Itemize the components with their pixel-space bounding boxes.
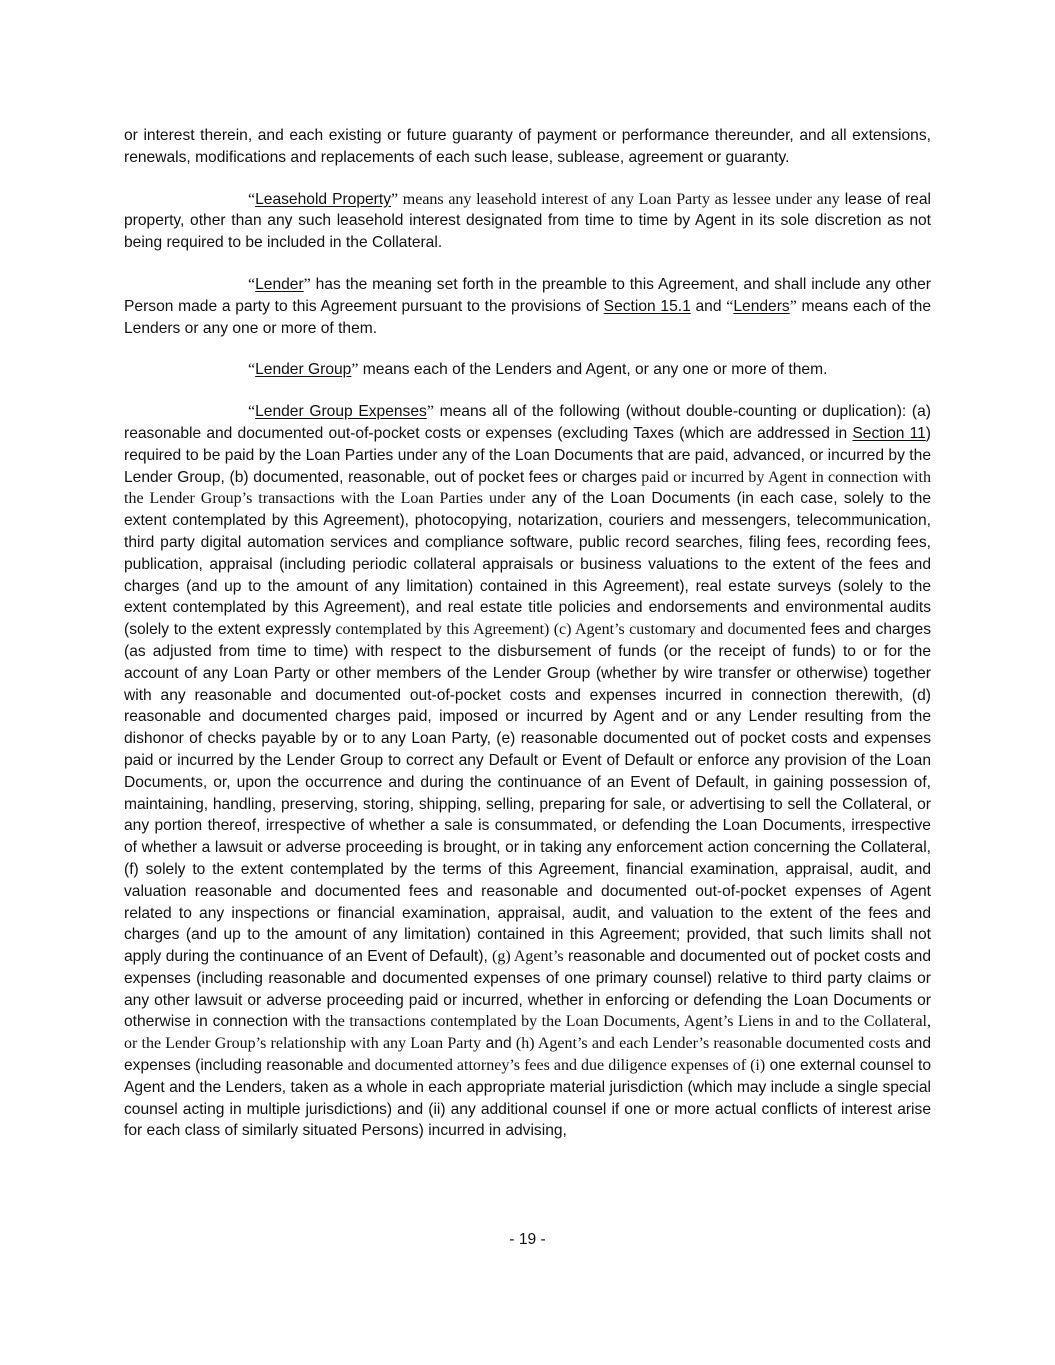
definition-text: fees and charges (as adjusted from time to time) with respect to the disbursement of funds (or the receipt of funds) to or for the account of any Loan Party or other members of the Lender Group (whether by wire transfer or otherwise) together with any reasonable and documented out-of-pocket costs and expenses incurred in connection therewith, (d) reasonable and documented charges paid, imposed or incurred by Agent and or any Lender resulting from the dishonor of checks payable by or to any Loan Party, (e) reasonable documented out of pocket costs and expenses paid or incurred by the Lender Group to correct any Default or Event of Default or enforce any provision of the Loan Documents, or, upon the occurrence and during the continuance of an Event of Default, in gaining possession of, maintaining, handling, preserving, storing, shipping, selling, preparing for sale, or advertising to sell the Collateral, or any portion thereof, irrespective of whether a sale is consummated, or defending the Loan Documents, irrespective of whether a lawsuit or adverse proceeding is brought, or in taking any enforcement action concerning the Collateral, (f) solely to the extent contemplated by the terms of this Agreement, financial examination, appraisal, audit, and valuation reasonable and documented fees and reasonable and documented out-of-pocket expenses of Agent related to any inspections or financial examination, appraisal, audit, and valuation to the extent of the fees and charges (and up to the amount of any limitation) contained in this Agreement; provided, that such limits shall not apply during the continuance of an Event of Default), (124, 621, 932, 966)
close-quote: ” (391, 190, 399, 208)
definition-leasehold-property (124, 189, 931, 254)
definition-text: ) required to be paid by the Loan Parties under any of the Loan Documents that are paid, advanced, or incurred by the Lender Group, (b) documented, reasonable, out of pocket fees or charges (124, 424, 931, 486)
definition-text: (g) Agent’s (487, 948, 564, 966)
open-quote: “ (248, 190, 256, 208)
definition-text: has the meaning set forth in the preamble to this Agreement, and shall include any other Person made a party to this Agreement pursuant to the provisions of (124, 275, 931, 315)
definition-text: paid or incurred by Agent in connection with the Lender Group’s transactions with the Loan Parties under (124, 468, 931, 508)
definition-text: reasonable and documented out of pocket costs and expenses (including reasonable and documented expenses of one primary counsel) relative to third party claims or any other lawsuit or adverse proceeding paid or incurred, whether in enforcing or defending the Loan Documents or otherwise in connection with (124, 948, 931, 1031)
definition-text: and (690, 297, 727, 315)
definition-text: means any leasehold interest of any Loan Party as lessee under any (398, 190, 840, 208)
definition-text: and documented attorney’s fees and due diligence expenses of (i) (343, 1057, 766, 1075)
open-quote: “ (248, 361, 256, 379)
open-quote: “ (248, 275, 256, 293)
open-quote: “ (726, 297, 734, 315)
paragraph-text: or interest therein, and each existing or future guaranty of payment or performance thereunder, and all extensions, renewals, modifications and replacements of each such lease, sublease, agreement or guaranty. (124, 127, 931, 166)
close-quote: ” (789, 297, 797, 315)
definition-lender (124, 274, 931, 339)
definition-lender-group (124, 359, 931, 381)
definition-text: one external counsel to Agent and the Lenders, taken as a whole in each appropriate material jurisdiction (which may include a single special counsel acting in multiple jurisdictions) and (ii) any additional counsel if one or more actual conflicts of interest arise for each class of similarly situated Persons) incurred in advising, (124, 1057, 932, 1140)
definition-text: the transactions contemplated by the Loan Documents, Agent’s Liens in and to the Collateral, or the Lender Group’s relationship with any Loan Party (124, 1013, 932, 1053)
definition-text: any of the Loan Documents (in each case, solely to the extent contemplated by this Agreement), photocopying, notarization, couriers and messengers, telecommunication, third party digital automation services and compliance software, public record searches, filing fees, recording fees, publication, appraisal (including periodic collateral appraisals or business valuations to the extent of the fees and charges (and up to the amount of any limitation) contained in this Agreement), real estate surveys (solely to the extent contemplated by this Agreement), and real estate title policies and endorsements and environmental audits (solely to the extent expressly (124, 490, 931, 639)
close-quote: ” (303, 275, 311, 293)
definition-text: means all of the following (without double-counting or duplication): (a) reasonable and documented out-of-pocket costs or expenses (excluding Taxes (which are addressed in (124, 403, 931, 442)
close-quote: ” (426, 403, 434, 421)
defined-term: Lender Group (255, 361, 352, 379)
defined-term: Leasehold Property (255, 190, 392, 208)
definition-text: means each of the Lenders or any one or more of them. (124, 297, 931, 337)
definition-text: and (481, 1035, 512, 1053)
definition-text: (h) Agent’s and each Lender’s reasonable documented costs (511, 1035, 901, 1053)
defined-term: Lender (255, 275, 304, 293)
section-reference: Section 15.1 (603, 297, 691, 315)
definition-text: and expenses (including reasonable (124, 1035, 931, 1075)
definition-text: means each of the Lenders and Agent, or any one or more of them. (358, 361, 828, 379)
close-quote: ” (351, 361, 359, 379)
page-number: - 19 - (509, 1231, 546, 1248)
definition-text: contemplated by this Agreement) (c) Agent’s customary and documented (330, 621, 806, 639)
open-quote: “ (248, 403, 256, 421)
section-reference: Section 11 (852, 424, 926, 442)
definition-text: lease of real property, other than any such leasehold interest designated from time to time by Agent in its sole discretion as not being required to be included in the Collateral. (124, 190, 931, 252)
defined-term: Lenders (733, 297, 790, 315)
defined-term: Lender Group Expenses (255, 403, 427, 421)
definition-lender-group-expenses (124, 401, 931, 1142)
document-body (124, 125, 931, 1162)
paragraph-lease-continuation (124, 125, 931, 169)
